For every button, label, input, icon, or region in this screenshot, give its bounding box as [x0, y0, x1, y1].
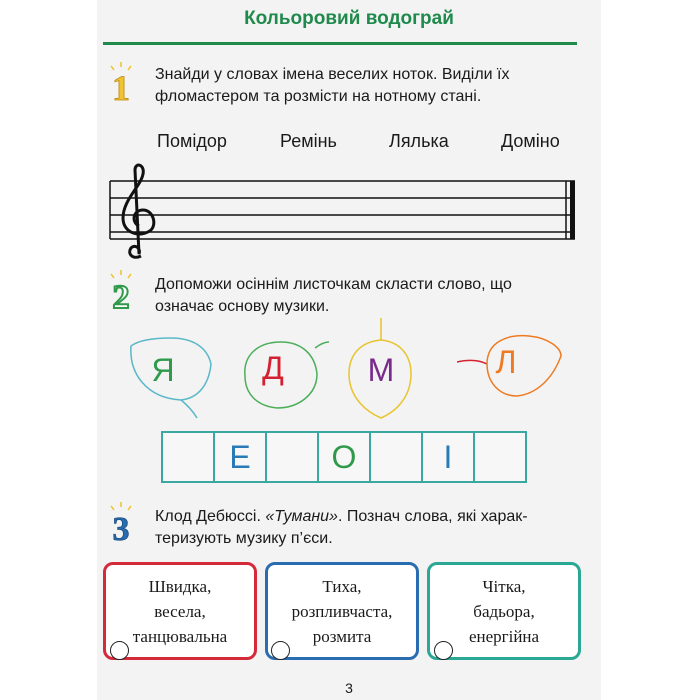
card-2-line-2: розпливчаста, — [291, 601, 393, 621]
card-2-line-1: Тиха, — [322, 576, 362, 596]
task-3-line-1 — [155, 506, 595, 528]
card-1-line-1: Швидка, — [148, 576, 212, 596]
task-1-text — [155, 64, 595, 108]
letter-cell-3[interactable] — [265, 431, 319, 483]
task-1-line-2: фломастером та розмісти на нотному стані. — [155, 88, 482, 105]
task-2-text — [155, 274, 595, 318]
card-1-line-3: танцювальна — [132, 626, 228, 646]
task-number-3-icon — [103, 500, 145, 544]
task-3-text — [155, 506, 595, 550]
leaf-2-letter: Д — [262, 350, 284, 386]
task-number-1-icon — [103, 60, 145, 104]
music-staff — [97, 160, 601, 270]
task-number-2-digit: 2 — [112, 279, 130, 312]
word-4: Доміно — [501, 131, 560, 151]
task-2-line-2: означає основу музики. — [155, 298, 330, 315]
word-cells — [163, 431, 527, 483]
leaf-3-letter: М — [367, 352, 395, 388]
task-1-line-1: Знайди у словах імена веселих ноток. Виділи їх — [155, 66, 510, 83]
treble-clef-icon — [123, 165, 154, 257]
letter-cell-4[interactable]: О — [317, 431, 371, 483]
letter-cell-5[interactable] — [369, 431, 423, 483]
letter-cell-2[interactable]: Е — [213, 431, 267, 483]
leaf-1-letter: Я — [151, 352, 175, 388]
letter-cell-6[interactable]: І — [421, 431, 475, 483]
leaf-4-letter: Л — [495, 344, 517, 380]
word-1: Помідор — [157, 131, 227, 151]
card-2-line-3: розмита — [312, 626, 372, 646]
task-3-piece-title: «Тумани» — [265, 508, 338, 525]
card-3-line-1: Чітка, — [482, 576, 526, 596]
card-1-line-2: весела, — [154, 601, 206, 621]
task-number-1-digit: 1 — [112, 68, 130, 104]
workbook-page — [97, 0, 601, 700]
title-underline — [103, 42, 577, 45]
option-3-checkbox[interactable] — [434, 641, 453, 660]
task-number-3-digit: 3 — [112, 511, 130, 544]
task-2-line-1: Допоможи осіннім листочкам скласти слово, що — [155, 276, 512, 293]
card-3-line-3: енергійна — [468, 626, 540, 646]
task-3-line-2: теризують музику п’єси. — [155, 530, 333, 547]
task-3-composer: Клод Дебюссі. — [155, 508, 266, 525]
page-title: Кольоровий водограй — [244, 8, 454, 29]
letter-cell-1[interactable] — [161, 431, 215, 483]
option-2-checkbox[interactable] — [271, 641, 290, 660]
word-2: Ремінь — [280, 131, 337, 151]
letter-cell-7[interactable] — [473, 431, 527, 483]
word-3: Лялька — [389, 131, 449, 151]
option-1-checkbox[interactable] — [110, 641, 129, 660]
card-3-line-2: бадьора, — [473, 601, 535, 621]
task-3-instruction: . Познач слова, які харак- — [337, 508, 528, 525]
page-number: 3 — [345, 680, 353, 696]
task-number-2-icon — [103, 268, 145, 312]
